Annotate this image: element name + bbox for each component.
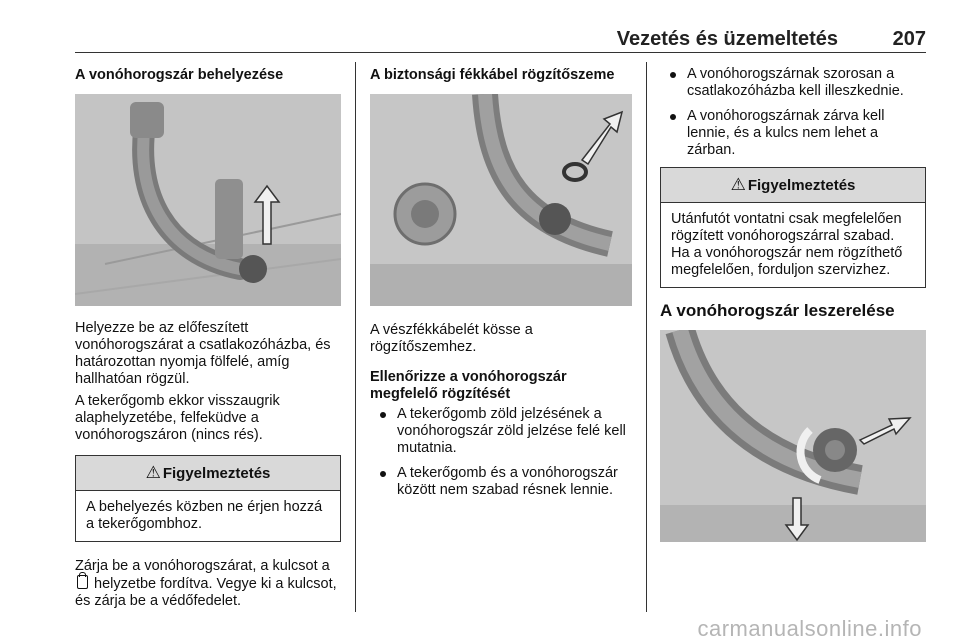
lock-icon [77, 575, 88, 589]
section-heading-remove: A vonóhorogszár leszerelése [660, 301, 895, 320]
header-title: Vezetés és üzemeltetés [616, 28, 838, 50]
paragraph-part: helyzetbe fordítva. Vegye ki a kulcsot, és zárja be a védőfedelet. [75, 576, 337, 609]
warning-header [661, 168, 925, 203]
paragraph-part: Zárja be a vonóhorogszárat, a kulcsot a [75, 558, 330, 574]
warning-header [76, 456, 340, 491]
paragraph [75, 558, 341, 610]
section-heading-install: A vonóhorogszár behelyezése [75, 67, 284, 83]
page-number: 207 [892, 28, 926, 50]
towbar-removal-illustration [660, 330, 926, 542]
column-divider [355, 62, 356, 612]
page-header [75, 18, 926, 53]
warning-triangle-icon: ⚠ [145, 463, 161, 482]
list-item: A vonóhorogszárnak szorosan a csatlakozóházba kell illeszkednie. [660, 66, 926, 100]
paragraph: A tekerőgomb ekkor visszaugrik alaphelyzetébe, felfeküdve a vonóhorogszáron (nincs rés). [75, 393, 280, 443]
bullet-list [370, 406, 632, 499]
section-heading-eyelet: A biztonsági fékkábel rögzítőszeme [370, 67, 615, 83]
list-item: A vonóhorogszárnak zárva kell lennie, és a kulcs nem lehet a zárban. [660, 108, 926, 159]
warning-triangle-icon: ⚠ [730, 175, 746, 194]
column-1 [75, 62, 341, 615]
paragraph: A vészfékkábelét kösse a rögzítőszemhez. [370, 322, 533, 355]
warning-text: Utánfutót vontatni csak megfelelően rögzített vonóhorogszárral szabad. Ha a vonóhorogszár nem rögzíthető megfelelően, forduljon szervizhez. [671, 211, 903, 278]
towbar-install-illustration [75, 94, 341, 306]
bullet-list [660, 66, 926, 159]
warning-box [660, 167, 926, 288]
list-item: A tekerőgomb és a vonóhorogszár között nem szabad résnek lennie. [370, 465, 632, 499]
list-item: A tekerőgomb zöld jelzésének a vonóhorogszár zöld jelzése felé kell mutatnia. [370, 406, 632, 457]
column-3 [660, 62, 926, 542]
column-2 [370, 62, 632, 507]
warning-title: Figyelmeztetés [747, 176, 856, 194]
warning-box [75, 455, 341, 542]
subheading-check: Ellenőrizze a vonóhorogszár megfelelő rögzítését [370, 369, 567, 402]
watermark: carmanualsonline.info [697, 616, 922, 641]
safety-cable-eyelet-illustration [370, 94, 632, 306]
warning-title: Figyelmeztetés [162, 464, 271, 482]
column-divider [646, 62, 647, 612]
warning-text: A behelyezés közben ne érjen hozzá a tekerőgombhoz. [86, 499, 323, 532]
paragraph: Helyezze be az előfeszített vonóhorogszárat a csatlakozóházba, és határozottan nyomja fölfelé, amíg hallhatóan rögzül. [75, 320, 331, 387]
